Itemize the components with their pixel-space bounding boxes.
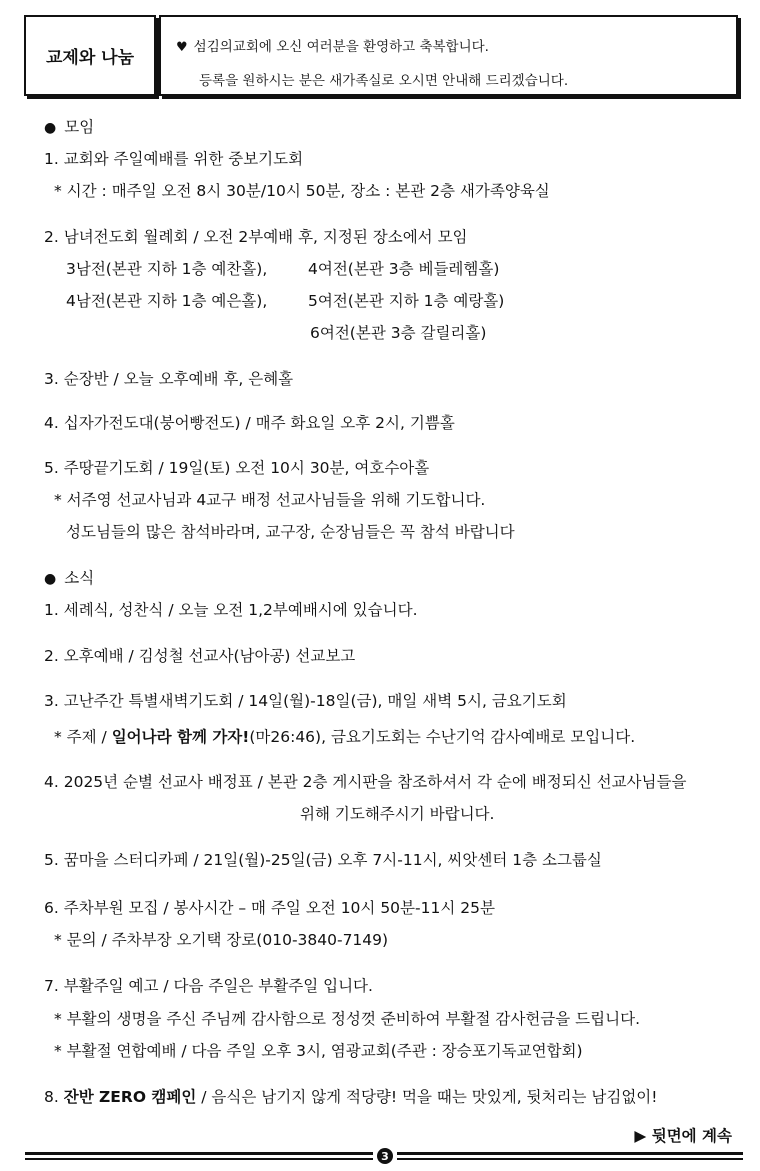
news-item-6: 6. 주차부원 모집 / 봉사시간 – 매 주일 오전 10시 50분-11시 25분 [44, 899, 495, 917]
meeting-item-5-detail-2: 성도님들의 많은 참석바라며, 교구장, 순장님들은 꼭 참석 바랍니다 [66, 523, 515, 541]
header [24, 15, 736, 96]
news-item-7-detail-2: * 부활절 연합예배 / 다음 주일 오후 3시, 염광교회(주관 : 장승포기독교연합회) [54, 1042, 583, 1060]
section-title: 교제와 나눔 [45, 48, 135, 68]
meeting-item-4: 4. 십자가전도대(붕어빵전도) / 매주 화요일 오후 2시, 기쁨홀 [44, 414, 455, 432]
welcome-line-2: 등록을 원하시는 분은 새가족실로 오시면 안내해 드리겠습니다. [199, 73, 569, 89]
footer-rule-right [397, 1152, 743, 1160]
campaign-name: 잔반 ZERO 캠페인 [63, 1088, 197, 1106]
news-item-6-detail: * 문의 / 주차부장 오기택 장로(010-3840-7149) [54, 931, 389, 949]
continue-notice: ▶ 뒷면에 계속 [634, 1127, 732, 1145]
news-item-2: 2. 오후예배 / 김성철 선교사(남아공) 선교보고 [44, 647, 356, 665]
meeting-item-2: 2. 남녀전도회 월례회 / 오전 2부예배 후, 지정된 장소에서 모임 [44, 228, 468, 246]
news-item-1: 1. 세례식, 성찬식 / 오늘 오전 1,2부예배시에 있습니다. [44, 601, 418, 619]
meeting-item-3: 3. 순장반 / 오늘 오후예배 후, 은혜홀 [44, 370, 294, 388]
meeting-item-2-group-d: 5여전(본관 지하 1층 예랑홀) [308, 292, 505, 310]
theme-emphasis: 일어나라 함께 가자! [111, 728, 250, 746]
footer-rule-left [25, 1152, 373, 1160]
news-item-4: 4. 2025년 순별 선교사 배정표 / 본관 2층 게시판을 참조하셔서 각 순에 배정되신 선교사님들을 [44, 773, 687, 791]
section-title-box [24, 15, 156, 96]
welcome-box [159, 15, 738, 96]
news-item-3-detail: * 주제 / 일어나라 함께 가자!(마26:46), 금요기도회는 수난기억 감사예배로 모입니다. [54, 728, 636, 746]
news-item-7-detail: * 부활의 생명을 주신 주님께 감사함으로 정성껏 준비하여 부활절 감사헌금을 드립니다. [54, 1010, 641, 1028]
news-item-3: 3. 고난주간 특별새벽기도회 / 14일(월)-18일(금), 매일 새벽 5시, 금요기도회 [44, 692, 567, 710]
meeting-item-1: 1. 교회와 주일예배를 위한 중보기도회 [44, 150, 304, 168]
meeting-item-1-detail: * 시간 : 매주일 오전 8시 30분/10시 50분, 장소 : 본관 2층 새가족양육실 [54, 182, 550, 200]
meeting-item-5: 5. 주땅끝기도회 / 19일(토) 오전 10시 30분, 여호수아홀 [44, 459, 430, 477]
page-number: 3 [377, 1148, 393, 1164]
footer-rule [25, 1148, 743, 1164]
bullet-icon: ● [44, 120, 57, 136]
heart-icon: ♥ [176, 40, 188, 55]
meeting-heading: ● 모임 [44, 118, 95, 136]
meeting-item-2-group-c: 4남전(본관 지하 1층 예은홀), [66, 292, 268, 310]
welcome-line-1: ♥ 섬김의교회에 오신 여러분을 환영하고 축복합니다. [176, 39, 489, 55]
meeting-item-2-group-a: 3남전(본관 지하 1층 예찬홀), [66, 260, 268, 278]
news-heading: ● 소식 [44, 569, 95, 587]
meeting-item-2-group-b: 4여전(본관 3층 베들레헴홀) [308, 260, 500, 278]
meeting-item-5-detail: * 서주영 선교사님과 4교구 배정 선교사님들을 위해 기도합니다. [54, 491, 486, 509]
news-item-8: 8. 잔반 ZERO 캠페인 / 음식은 남기지 않게 적당량! 먹을 때는 맛있게, 뒷처리는 남김없이! [44, 1088, 658, 1106]
meeting-item-2-group-e: 6여전(본관 3층 갈릴리홀) [310, 324, 487, 342]
bullet-icon: ● [44, 571, 57, 587]
news-item-7: 7. 부활주일 예고 / 다음 주일은 부활주일 입니다. [44, 977, 373, 995]
news-item-5: 5. 꿈마을 스터디카페 / 21일(월)-25일(금) 오후 7시-11시, 씨앗센터 1층 소그룹실 [44, 851, 602, 869]
news-item-4-detail: 위해 기도해주시기 바랍니다. [300, 805, 495, 823]
